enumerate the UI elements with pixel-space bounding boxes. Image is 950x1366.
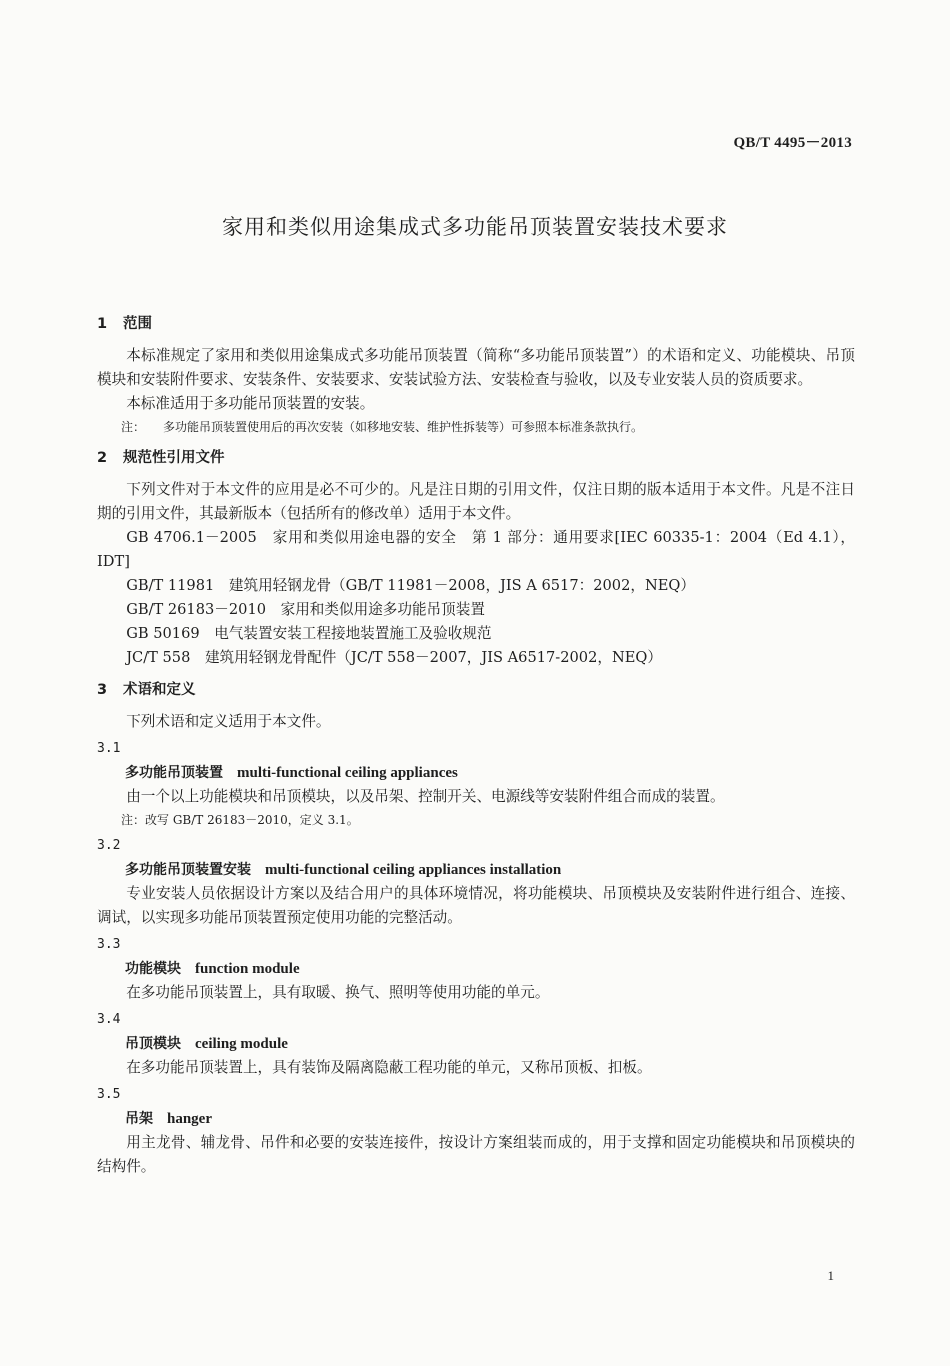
standard-code: QB/T 4495－2013 xyxy=(733,135,852,151)
section-title: 范围 xyxy=(123,316,152,332)
reference-item: GB/T 11981 建筑用轻钢龙骨（GB/T 11981－2008，JIS A 6517：2002，NEQ） xyxy=(126,577,695,594)
term-cn: 吊顶模块 xyxy=(125,1036,181,1052)
term-en: hanger xyxy=(167,1111,212,1127)
term-en: ceiling module xyxy=(195,1036,288,1052)
term-number: 3.1 xyxy=(97,741,121,756)
term-definition: 由一个以上功能模块和吊顶模块，以及吊架、控制开关、电源线等安装附件组合而成的装置。 xyxy=(126,788,725,805)
term-definition: 专业安装人员依据设计方案以及结合用户的具体环境情况，将功能模块、吊顶模块及安装附件进行组合、连接、调试，以实现多功能吊顶装置预定使用功能的完整活动。 xyxy=(97,885,855,926)
term-number: 3.4 xyxy=(97,1012,121,1027)
term-heading xyxy=(97,761,855,785)
note-label: 注： xyxy=(121,420,146,434)
term-definition: 在多功能吊顶装置上，具有取暖、换气、照明等使用功能的单元。 xyxy=(126,984,550,1001)
term-note: 注：改写 GB/T 26183－2010，定义 3.1。 xyxy=(121,813,359,827)
section-number: 3 xyxy=(97,682,108,698)
term-definition: 用主龙骨、辅龙骨、吊件和必要的安装连接件，按设计方案组装而成的，用于支撑和固定功能模块和吊顶模块的结构件。 xyxy=(97,1134,855,1175)
document-body xyxy=(97,304,855,1179)
paragraph: 下列术语和定义适用于本文件。 xyxy=(126,713,331,730)
paragraph: 下列文件对于本文件的应用是必不可少的。凡是注日期的引用文件，仅注日期的版本适用于本文件。凡是不注日期的引用文件，其最新版本（包括所有的修改单）适用于本文件。 xyxy=(97,481,855,522)
term-heading xyxy=(97,1032,855,1056)
section-heading-normative-references xyxy=(97,446,855,470)
term-en: multi-functional ceiling appliances installation xyxy=(265,862,562,878)
section-title: 规范性引用文件 xyxy=(123,450,225,466)
note-text: 多功能吊顶装置使用后的再次安装（如移地安装、维护性拆装等）可参照本标准条款执行。 xyxy=(163,420,644,434)
section-number: 2 xyxy=(97,450,108,466)
term-definition: 在多功能吊顶装置上，具有装饰及隔离隐蔽工程功能的单元，又称吊顶板、扣板。 xyxy=(126,1059,652,1076)
term-number: 3.3 xyxy=(97,937,121,952)
term-cn: 功能模块 xyxy=(125,961,181,977)
term-heading xyxy=(97,858,855,882)
document-title: 家用和类似用途集成式多功能吊顶装置安装技术要求 xyxy=(222,215,728,239)
term-heading xyxy=(97,957,855,981)
reference-item: JC/T 558 建筑用轻钢龙骨配件（JC/T 558－2007，JIS A6517-2002，NEQ） xyxy=(126,649,662,666)
term-heading xyxy=(97,1107,855,1131)
reference-item: GB 50169 电气装置安装工程接地装置施工及验收规范 xyxy=(126,625,492,642)
term-cn: 多功能吊顶装置 xyxy=(125,765,223,781)
section-number: 1 xyxy=(97,316,108,332)
paragraph: 本标准适用于多功能吊顶装置的安装。 xyxy=(126,395,375,412)
term-en: multi-functional ceiling appliances xyxy=(237,765,458,781)
reference-item: GB/T 26183－2010 家用和类似用途多功能吊顶装置 xyxy=(126,601,485,618)
term-cn: 多功能吊顶装置安装 xyxy=(125,862,251,878)
reference-item: GB 4706.1－2005 家用和类似用途电器的安全 第 1 部分：通用要求[IEC 60335-1：2004（Ed 4.1），IDT] xyxy=(97,529,855,570)
section-title: 术语和定义 xyxy=(123,682,196,698)
term-number: 3.5 xyxy=(97,1087,121,1102)
section-heading-terms-definitions xyxy=(97,678,855,702)
note xyxy=(97,416,855,438)
term-en: function module xyxy=(195,961,300,977)
term-number: 3.2 xyxy=(97,838,121,853)
section-heading-scope xyxy=(97,312,855,336)
page-number: 1 xyxy=(827,1268,834,1283)
term-cn: 吊架 xyxy=(125,1111,153,1127)
paragraph: 本标准规定了家用和类似用途集成式多功能吊顶装置（简称“多功能吊顶装置”）的术语和定义、功能模块、吊顶模块和安装附件要求、安装条件、安装要求、安装试验方法、安装检查与验收，以及专业安装人员的资质要求。 xyxy=(97,347,855,388)
